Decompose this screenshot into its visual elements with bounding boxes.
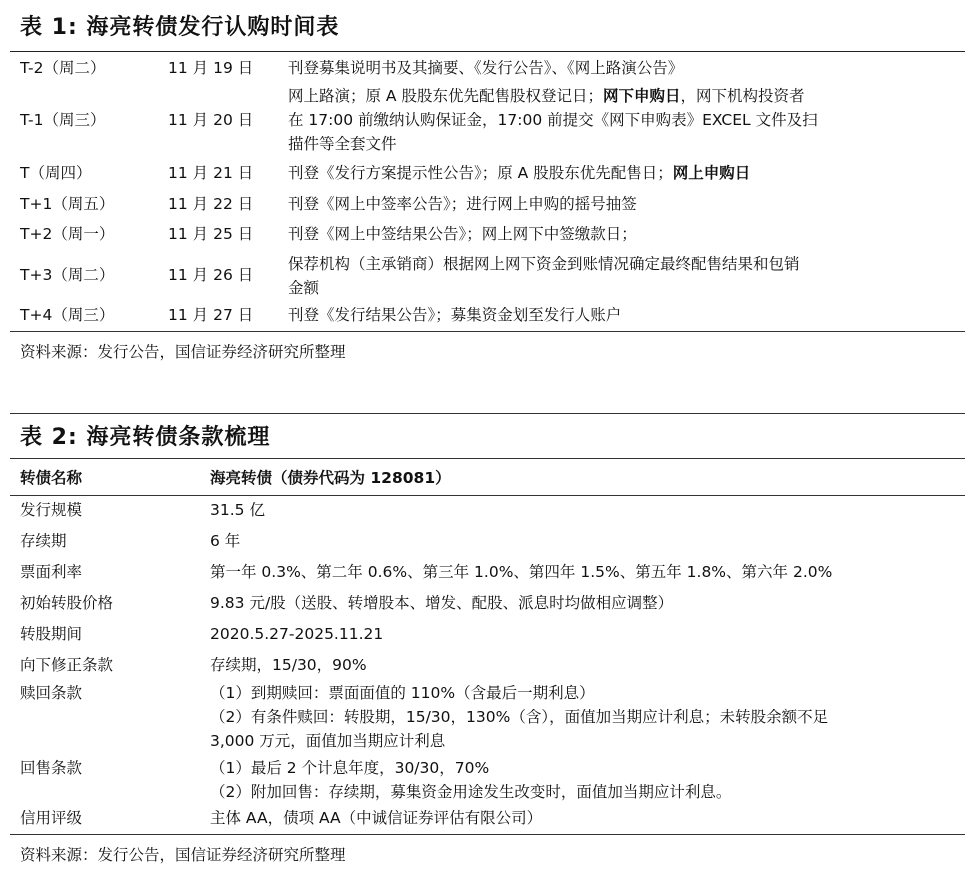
divider xyxy=(10,495,965,496)
row-event: 刊登《网上中签率公告》；进行网上申购的摇号抽签 xyxy=(288,195,637,213)
table-2-title: 表 2: 海亮转债条款梳理 xyxy=(10,413,965,459)
row-value: （1）最后 2 个计息年度，30/30，70% （2）附加回售：存续期，募集资金用途发生改变时，面值加当期应计利息。 xyxy=(210,759,732,801)
divider xyxy=(10,331,965,332)
row-date: 11 月 25 日 xyxy=(168,225,254,243)
row-day: T-2（周二） xyxy=(20,59,106,77)
row-value: （1）到期赎回：票面面值的 110%（含最后一期利息） （2）有条件赎回：转股期，15/30，130%（含），面值加当期应计利息；未转股余额不足 3,000 万元，面值加当期应计利息 xyxy=(210,684,829,750)
row-date: 11 月 26 日 xyxy=(168,266,254,284)
row-label: 存续期 xyxy=(20,532,67,550)
row-day: T（周四） xyxy=(20,164,92,182)
row-event: 保荐机构（主承销商）根据网上网下资金到账情况确定最终配售结果和包销 金额 xyxy=(288,255,800,297)
table-1 xyxy=(10,0,965,361)
header-value: 海亮转债（债券代码为 128081） xyxy=(210,469,451,487)
table-2 xyxy=(10,413,965,864)
row-label: 发行规模 xyxy=(20,501,83,519)
row-event: 刊登《发行方案提示性公告》；原 A 股股东优先配售日；网上申购日 xyxy=(288,164,751,182)
row-label: 回售条款 xyxy=(20,759,83,777)
row-label: 转股期间 xyxy=(20,625,83,643)
row-date: 11 月 20 日 xyxy=(168,111,254,129)
row-label: 初始转股价格 xyxy=(20,594,114,612)
row-value: 2020.5.27-2025.11.21 xyxy=(210,625,384,643)
row-day: T-1（周三） xyxy=(20,111,106,129)
row-date: 11 月 27 日 xyxy=(168,306,254,324)
row-value: 9.83 元/股（送股、转增股本、增发、配股、派息时均做相应调整） xyxy=(210,594,674,612)
row-event: 刊登《发行结果公告》；募集资金划至发行人账户 xyxy=(288,306,622,324)
row-value: 6 年 xyxy=(210,532,241,550)
row-value: 存续期，15/30，90% xyxy=(210,656,367,674)
row-label: 赎回条款 xyxy=(20,684,83,702)
row-label: 向下修正条款 xyxy=(20,656,114,674)
row-day: T+2（周一） xyxy=(20,225,115,243)
table-2-source: 资料来源：发行公告，国信证券经济研究所整理 xyxy=(20,846,346,864)
row-label: 信用评级 xyxy=(20,809,83,827)
divider xyxy=(10,834,965,835)
table-1-source: 资料来源：发行公告，国信证券经济研究所整理 xyxy=(20,343,346,361)
row-day: T+1（周五） xyxy=(20,195,115,213)
row-date: 11 月 19 日 xyxy=(168,59,254,77)
row-event: 网上路演；原 A 股股东优先配售股权登记日；网下申购日，网下机构投资者 在 17:00 前缴纳认购保证金，17:00 前提交《网下申购表》EXCEL 文件及扫 描件等全套文件 xyxy=(288,87,818,153)
row-value: 第一年 0.3%、第二年 0.6%、第三年 1.0%、第四年 1.5%、第五年 1.8%、第六年 2.0% xyxy=(210,563,833,581)
row-day: T+3（周二） xyxy=(20,266,115,284)
row-value: 主体 AA，债项 AA（中诚信证券评估有限公司） xyxy=(210,809,543,827)
row-label: 票面利率 xyxy=(20,563,83,581)
row-event: 刊登《网上中签结果公告》；网上网下中签缴款日； xyxy=(288,225,637,243)
table-1-title: 表 1: 海亮转债发行认购时间表 xyxy=(10,0,965,52)
row-event: 刊登募集说明书及其摘要、《发行公告》、《网上路演公告》 xyxy=(288,59,684,77)
row-date: 11 月 21 日 xyxy=(168,164,254,182)
header-label: 转债名称 xyxy=(20,469,83,487)
row-day: T+4（周三） xyxy=(20,306,115,324)
row-date: 11 月 22 日 xyxy=(168,195,254,213)
row-value: 31.5 亿 xyxy=(210,501,265,519)
